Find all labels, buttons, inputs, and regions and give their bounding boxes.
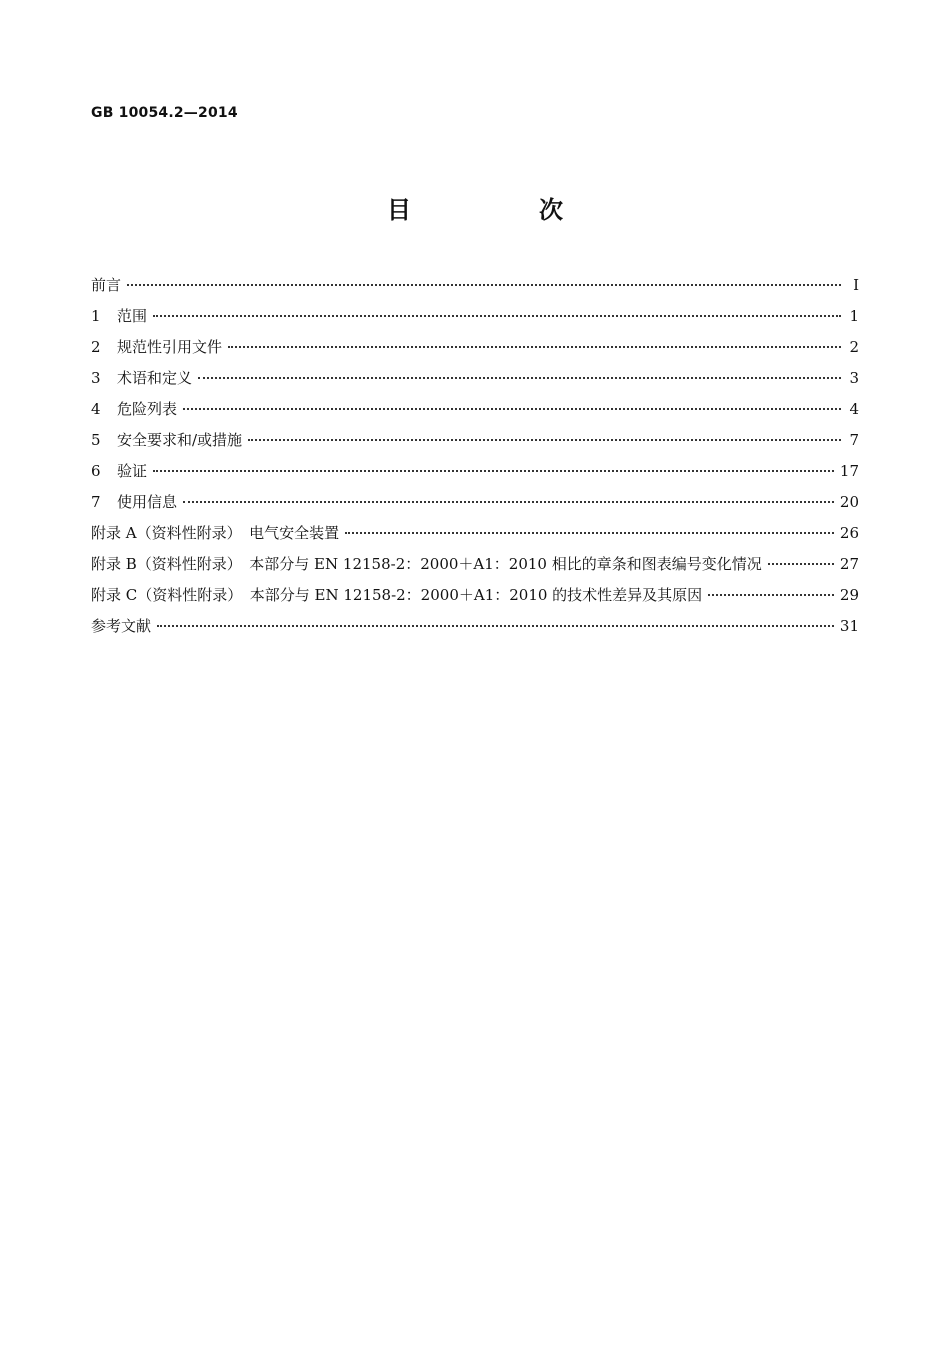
toc-entry-number: 5	[91, 431, 101, 449]
toc-entry-page: 31	[839, 617, 859, 635]
toc-entry-page: 7	[849, 431, 859, 449]
page-title: 目 次	[387, 196, 615, 224]
dot-leader	[153, 315, 841, 317]
toc-entry-page: 3	[849, 369, 859, 387]
toc-entry-scope[interactable]	[91, 303, 859, 334]
toc-entry-label: 术语和定义	[117, 369, 193, 387]
dot-leader	[345, 532, 834, 534]
toc-entry-information-for-use[interactable]	[91, 489, 859, 520]
toc-entry-label: 危险列表	[117, 400, 178, 418]
toc-entry-verification[interactable]	[91, 458, 859, 489]
dot-leader	[183, 408, 841, 410]
dot-leader	[228, 346, 841, 348]
toc-entry-hazard-list[interactable]	[91, 396, 859, 427]
toc-entry-number: 1	[91, 307, 101, 325]
toc-entry-page: 2	[849, 338, 859, 356]
dot-leader	[198, 377, 841, 379]
toc-entry-page: 27	[839, 555, 859, 573]
dot-leader	[157, 625, 834, 627]
dot-leader	[248, 439, 841, 441]
toc-entry-number: 6	[91, 462, 101, 480]
dot-leader	[183, 501, 834, 503]
toc-entry-label: 使用信息	[117, 493, 178, 511]
toc-entry-safety-requirements[interactable]	[91, 427, 859, 458]
toc-entry-label: 附录 A（资料性附录） 电气安全装置	[91, 524, 340, 542]
toc-entry-annex-c[interactable]	[91, 582, 859, 613]
dot-leader	[708, 594, 834, 596]
toc-entry-normative-references[interactable]	[91, 334, 859, 365]
document-code: GB 10054.2—2014	[91, 105, 238, 121]
toc-entry-label: 验证	[117, 462, 148, 480]
toc-entry-label: 附录 B（资料性附录） 本部分与 EN 12158-2：2000＋A1：2010 相比的章条和图表编号变化情况	[91, 555, 762, 573]
toc-entry-number: 3	[91, 369, 101, 387]
toc-entry-number: 7	[91, 493, 101, 511]
toc-entry-label: 前言	[91, 276, 122, 294]
toc-entry-annex-b[interactable]	[91, 551, 859, 582]
toc-entry-page: 29	[839, 586, 859, 604]
dot-leader	[127, 284, 841, 286]
toc-entry-page: Ⅰ	[853, 276, 859, 294]
toc-entry-annex-a[interactable]	[91, 520, 859, 551]
toc-entry-label: 范围	[117, 307, 148, 325]
toc-entry-bibliography[interactable]	[91, 613, 859, 644]
table-of-contents	[91, 272, 859, 644]
toc-entry-label: 附录 C（资料性附录） 本部分与 EN 12158-2：2000＋A1：2010 的技术性差异及其原因	[91, 586, 703, 604]
toc-entry-number: 2	[91, 338, 101, 356]
toc-entry-number: 4	[91, 400, 101, 418]
toc-entry-page: 1	[849, 307, 859, 325]
dot-leader	[768, 563, 834, 565]
toc-entry-page: 17	[839, 462, 859, 480]
toc-entry-terms-definitions[interactable]	[91, 365, 859, 396]
toc-entry-page: 26	[839, 524, 859, 542]
toc-entry-page: 4	[849, 400, 859, 418]
dot-leader	[153, 470, 834, 472]
toc-entry-label: 规范性引用文件	[117, 338, 223, 356]
toc-entry-foreword[interactable]	[91, 272, 859, 303]
toc-entry-page: 20	[839, 493, 859, 511]
toc-entry-label: 安全要求和/或措施	[117, 431, 243, 449]
toc-entry-label: 参考文献	[91, 617, 152, 635]
